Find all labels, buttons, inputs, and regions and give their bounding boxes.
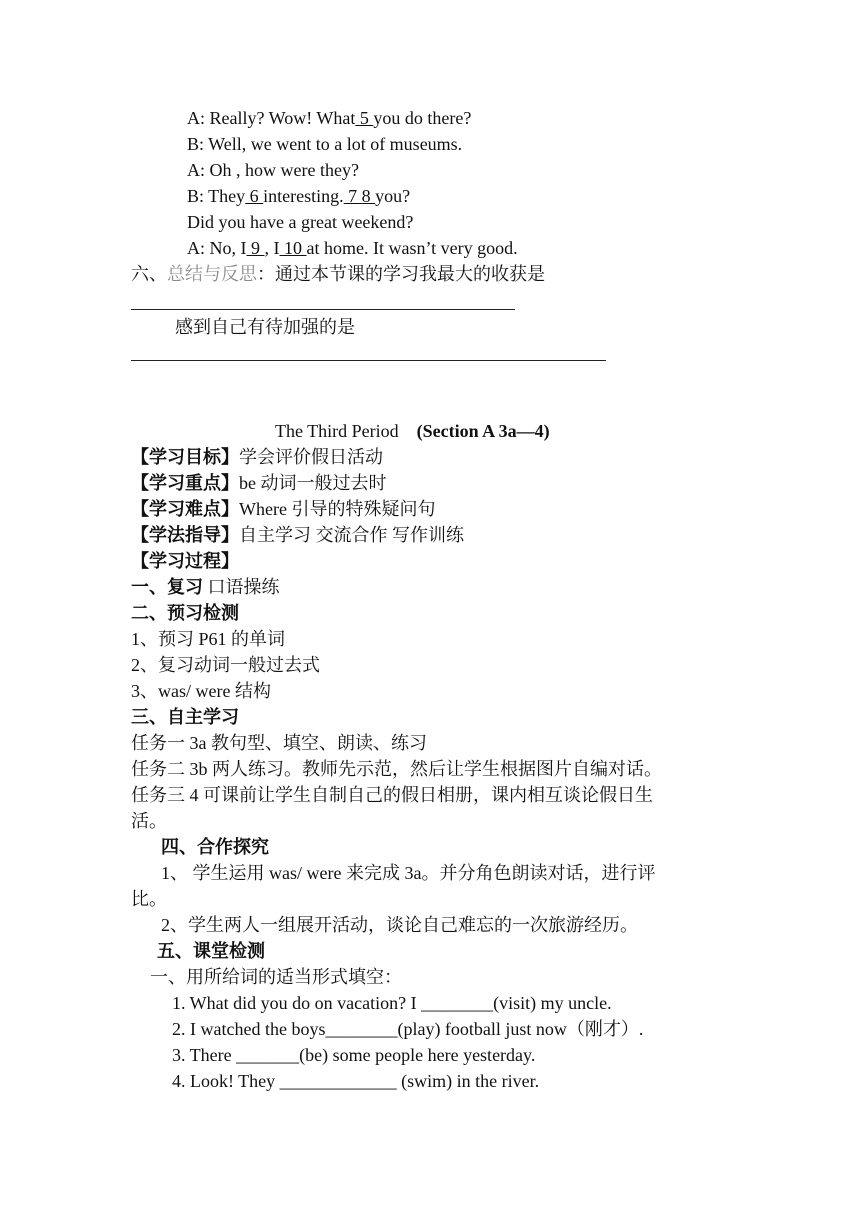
blank-5: 5 xyxy=(355,108,374,128)
meta-label: 【学习难点】 xyxy=(131,499,239,519)
summary-label: 总结与反思 xyxy=(167,264,257,284)
dialogue-text: you do there? xyxy=(373,108,472,128)
preview-heading: 二、预习检测 xyxy=(131,603,239,623)
dialogue-text: , I xyxy=(264,238,280,258)
test-question: 4. Look! They _____________ (swim) in the river. xyxy=(172,1071,540,1091)
summary-number: 六、 xyxy=(131,264,167,284)
blank-9: 9 xyxy=(246,238,265,258)
test-question: 2. I watched the boys________(play) football just now（刚才）. xyxy=(172,1019,644,1039)
meta-difficulty xyxy=(131,498,435,520)
dialogue-line-5: Did you have a great weekend? xyxy=(187,212,414,232)
coop-heading: 四、合作探究 xyxy=(161,837,269,857)
section-heading: 一、复习 xyxy=(131,577,203,597)
test-subheading: 一、用所给词的适当形式填空： xyxy=(150,967,402,987)
meta-text: 学会评价假日活动 xyxy=(239,447,383,467)
meta-label: 【学习重点】 xyxy=(131,473,239,493)
preview-item: 3、was/ were 结构 xyxy=(131,681,271,701)
dialogue-line-1 xyxy=(187,107,471,129)
section-text: 口语操练 xyxy=(203,577,280,597)
period-title xyxy=(275,420,550,442)
meta-objective xyxy=(131,446,383,468)
meta-text: be 动词一般过去时 xyxy=(239,473,387,493)
task-item: 任务一 3a 教句型、填空、朗读、练习 xyxy=(131,733,427,753)
test-question: 3. There _______(be) some people here yesterday. xyxy=(172,1045,536,1065)
blank-6: 6 xyxy=(245,186,264,206)
dialogue-text: A: Really? Wow! What xyxy=(187,108,356,128)
meta-process xyxy=(131,550,239,572)
test-question: 1. What did you do on vacation? I ________(visit) my uncle. xyxy=(172,993,612,1013)
dialogue-line-4 xyxy=(187,185,410,207)
answer-line xyxy=(131,360,606,361)
dialogue-line-2: B: Well, we went to a lot of museums. xyxy=(187,134,463,154)
coop-item: 2、学生两人一组展开活动，谈论自己难忘的一次旅游经历。 xyxy=(161,915,638,935)
period-section: (Section A 3a—4) xyxy=(416,421,550,441)
blank-7: 7 xyxy=(343,186,362,206)
self-study-heading: 三、自主学习 xyxy=(131,707,239,727)
answer-line xyxy=(131,309,515,310)
blank-10: 10 xyxy=(279,238,307,258)
dialogue-line-3: A: Oh , how were they? xyxy=(187,160,359,180)
task-item: 任务三 4 可课前让学生自制自己的假日相册，课内相互谈论假日生 xyxy=(131,785,653,805)
coop-item-continued: 比。 xyxy=(131,889,167,909)
meta-method xyxy=(131,524,464,546)
coop-item: 1、 学生运用 was/ were 来完成 3a。并分角色朗读对话，进行评 xyxy=(161,863,656,883)
review-section xyxy=(131,576,280,598)
summary-second: 感到自己有待加强的是 xyxy=(175,317,355,337)
task-item: 任务二 3b 两人练习。教师先示范，然后让学生根据图片自编对话。 xyxy=(131,759,662,779)
preview-item: 1、预习 P61 的单词 xyxy=(131,629,286,649)
meta-label: 【学习目标】 xyxy=(131,447,239,467)
blank-8: 8 xyxy=(361,186,376,206)
dialogue-line-6 xyxy=(187,237,518,259)
meta-label: 【学法指导】 xyxy=(131,525,239,545)
dialogue-text: B: They xyxy=(187,186,246,206)
preview-item: 2、复习动词一般过去式 xyxy=(131,655,320,675)
dialogue-text: at home. It wasn’t very good. xyxy=(306,238,518,258)
period-name: The Third Period xyxy=(275,421,399,441)
task-item-continued: 活。 xyxy=(131,811,167,831)
summary-line xyxy=(131,263,545,285)
meta-text: 自主学习 交流合作 写作训练 xyxy=(239,525,464,545)
meta-text: Where 引导的特殊疑问句 xyxy=(239,499,436,519)
dialogue-text: interesting. xyxy=(263,186,344,206)
summary-text: ：通过本节课的学习我最大的收获是 xyxy=(257,264,545,284)
meta-focus xyxy=(131,472,387,494)
dialogue-text: A: No, I xyxy=(187,238,247,258)
dialogue-text: you? xyxy=(375,186,411,206)
meta-label: 【学习过程】 xyxy=(131,551,239,571)
test-heading: 五、课堂检测 xyxy=(157,941,265,961)
